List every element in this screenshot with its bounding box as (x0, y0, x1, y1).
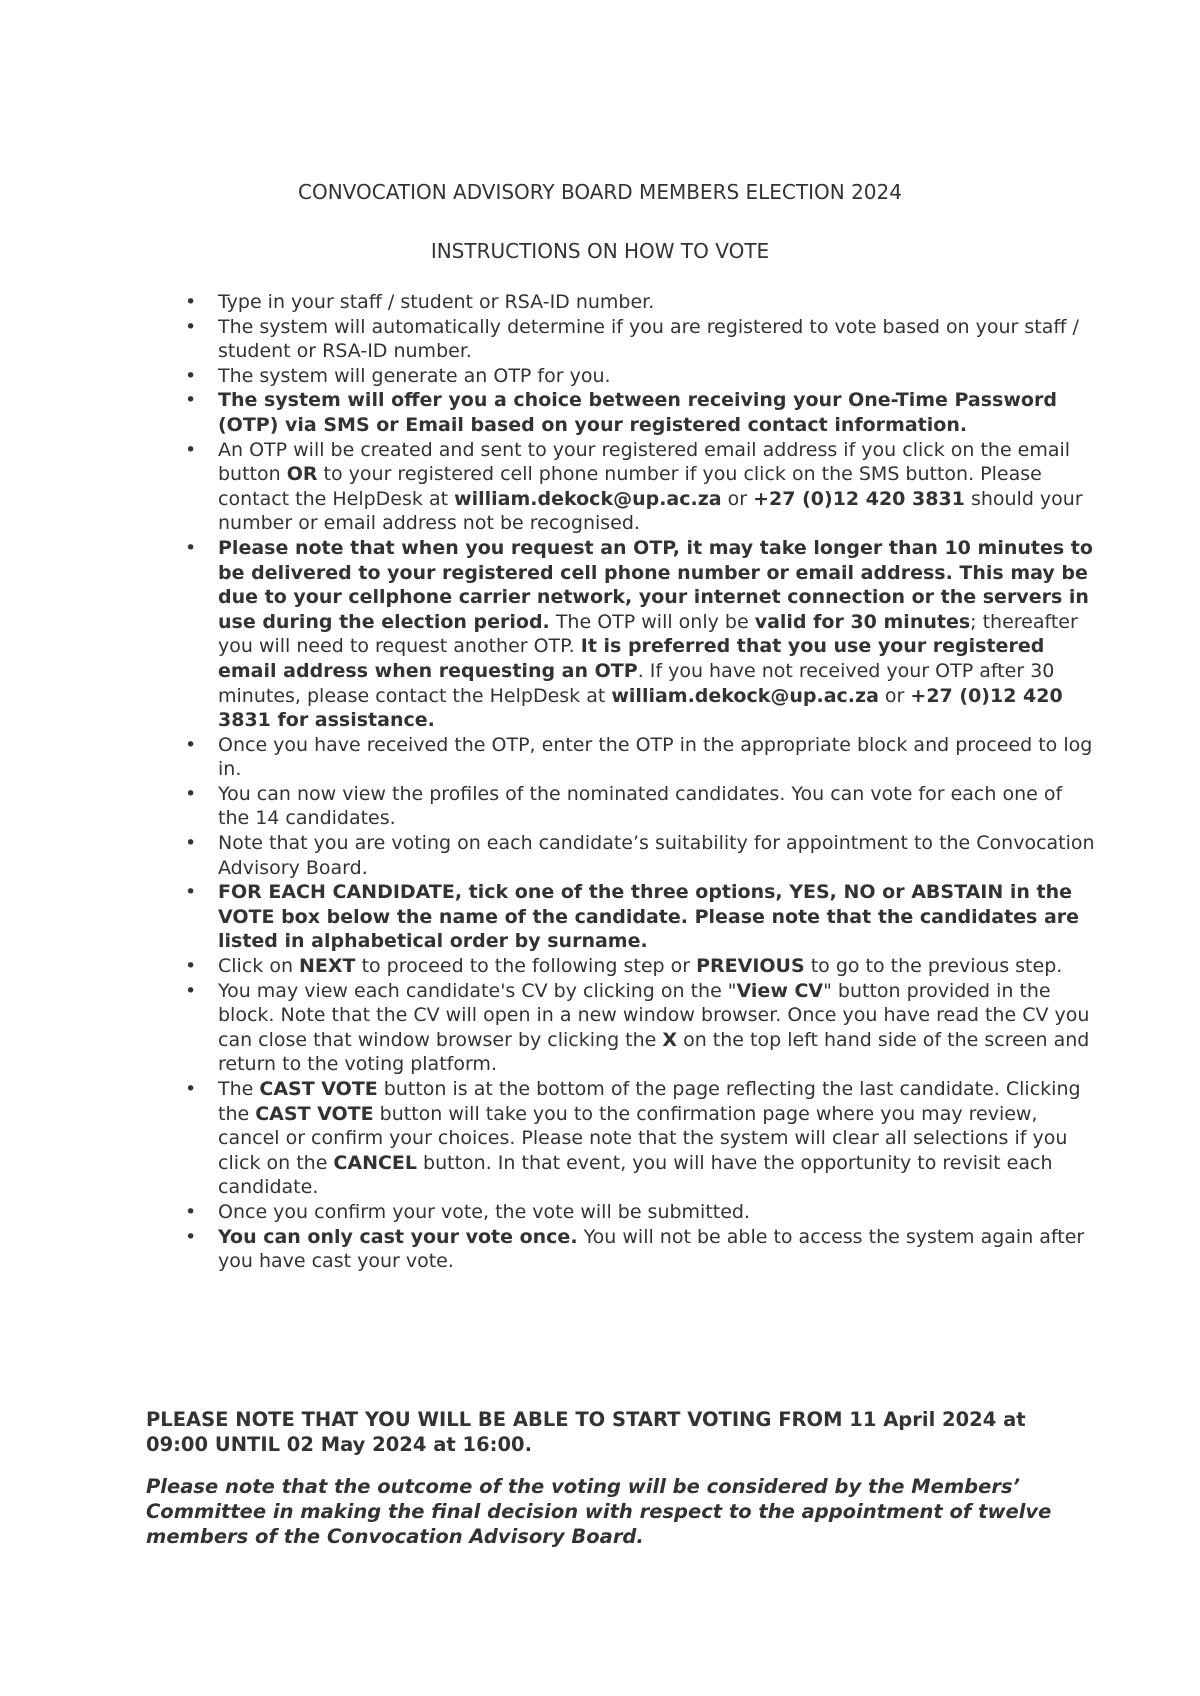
instruction-bold-text: CAST VOTE (255, 1102, 374, 1125)
instruction-text: The (218, 1078, 260, 1100)
instruction-bold-text: CAST VOTE (259, 1078, 378, 1100)
instruction-text: button will take you to the confirmation page where you may review, cancel or confirm your choices. Please note that the system will clear all selections if you click on the (218, 1102, 1068, 1174)
bullet-icon: • (185, 438, 197, 461)
instruction-item-12 (185, 979, 1098, 1077)
instruction-text: The system will generate an OTP for you. (218, 364, 611, 387)
instruction-item-10 (185, 880, 1098, 954)
bullet-icon: • (185, 955, 197, 978)
instruction-text: You will not be able to access the system again after you have cast your vote. (218, 1225, 1085, 1273)
instruction-item-3 (185, 364, 1098, 389)
instruction-text: Once you confirm your vote, the vote will be submitted. (218, 1200, 751, 1223)
outcome-note: Please note that the outcome of the voting will be considered by the Members’ Committee in making the final decision with respect to the appointment of twelve members of the Convocation Advisory Board. (146, 1475, 1052, 1548)
instruction-text: to proceed to the following step or (355, 955, 697, 978)
instruction-item-14 (185, 1200, 1098, 1225)
instruction-item-1 (185, 290, 1098, 315)
bullet-icon: • (185, 291, 197, 313)
instructions-list (185, 290, 1098, 1274)
instruction-item-4 (185, 388, 1098, 437)
bullet-icon: • (185, 315, 197, 338)
instruction-item-13 (185, 1077, 1098, 1200)
bullet-icon: • (185, 364, 197, 387)
instruction-item-9 (185, 831, 1098, 880)
helpdesk-email: william.dekock@up.ac.za (611, 684, 879, 707)
instruction-text: An OTP will be created and sent to your registered email address if you click on the email button (218, 438, 1071, 486)
instruction-bold-text: NEXT (299, 955, 356, 978)
document-subtitle: INSTRUCTIONS ON HOW TO VOTE (430, 239, 770, 263)
bullet-icon: • (185, 389, 197, 412)
instruction-text: You can now view the profiles of the nominated candidates. You can vote for each one of the 14 candidates. (218, 782, 1063, 830)
instruction-bold-text: It is preferred that you use your registered email address when requesting an OTP (218, 635, 1045, 682)
bullet-icon: • (185, 979, 197, 1002)
bullet-icon: • (185, 1078, 197, 1100)
helpdesk-phone: +27 (0)12 420 3831 (753, 487, 965, 510)
instruction-text: button. In that event, you will have the opportunity to revisit each candidate. (218, 1151, 1053, 1199)
voting-period-note: PLEASE NOTE THAT YOU WILL BE ABLE TO START VOTING FROM 11 April 2024 at 09:00 UNTIL 02 May 2024 at 16:00. (146, 1408, 1026, 1456)
instruction-item-11 (185, 954, 1098, 979)
instruction-item-5 (185, 438, 1098, 536)
instruction-text: You may view each candidate's CV by clicking on the " (218, 979, 737, 1002)
instruction-item-15 (185, 1225, 1098, 1274)
instruction-bold-text: You can only cast your vote once. (218, 1225, 578, 1248)
instruction-text: to your registered cell phone number if you click on the SMS button. Please contact the HelpDesk at (218, 463, 1042, 510)
bullet-icon: • (185, 1200, 197, 1223)
instruction-bold-text: OR (286, 463, 318, 486)
instruction-text: Once you have received the OTP, enter the OTP in the appropriate block and proceed to log in. (218, 733, 1093, 781)
instruction-item-6 (185, 536, 1098, 733)
instruction-text: Note that you are voting on each candidate’s suitability for appointment to the Convocation Advisory Board. (218, 832, 1095, 879)
instruction-text: . If you have not received your OTP after 30 minutes, please contact the HelpDesk at (218, 659, 1055, 707)
instruction-bold-text: PREVIOUS (696, 955, 805, 978)
instruction-bold-text: valid for 30 minutes (754, 610, 971, 633)
instruction-text: Click on (218, 955, 300, 978)
instruction-text: or (721, 487, 754, 510)
helpdesk-email: william.dekock@up.ac.za (454, 487, 722, 510)
instruction-item-2 (185, 315, 1098, 364)
instruction-text: " button provided in the block. Note that the CV will open in a new window browser. Once you have read the CV you can close that window browser by clicking the (218, 979, 1090, 1051)
instruction-item-8 (185, 782, 1098, 831)
bullet-icon: • (185, 733, 197, 756)
instruction-bold-text: Please note that when you request an OTP, it may take longer than 10 minutes to be delivered to your registered cell phone number or email address. This may be due to your cellphone carrier network, your internet connection or the servers in use during the election period. (218, 536, 1093, 633)
bullet-icon: • (185, 1225, 197, 1248)
instruction-text: The OTP will only be (549, 610, 755, 633)
instruction-text: to go to the previous step. (804, 955, 1063, 978)
bullet-icon: • (185, 881, 197, 904)
instruction-text: on the top left hand side of the screen and return to the voting platform. (218, 1028, 1090, 1076)
bullet-icon: • (185, 782, 197, 805)
instruction-text: The system will automatically determine if you are registered to vote based on your staff / student or RSA-ID number. (218, 315, 1079, 363)
instruction-text: or (878, 684, 911, 707)
instruction-bold-text: FOR EACH CANDIDATE, tick one of the three options, YES, NO or ABSTAIN in the VOTE box below the name of the candidate. Please note that the candidates are listed in alphabetical order by surname. (218, 881, 1080, 953)
instruction-text: Type in your staff / student or RSA-ID number. (218, 291, 655, 313)
instruction-bold-text: View CV (736, 979, 824, 1002)
instruction-text: button is at the bottom of the page reflecting the last candidate. Clicking the (218, 1078, 1081, 1125)
helpdesk-phone: +27 (0)12 420 3831 for assistance. (218, 684, 1063, 732)
instruction-bold-text: X (662, 1028, 678, 1051)
instruction-bold-text: CANCEL (333, 1151, 418, 1174)
instruction-bold-text: The system will offer you a choice between receiving your One-Time Password (OTP) via SMS or Email based on your registered contact information. (218, 389, 1057, 436)
document-title: CONVOCATION ADVISORY BOARD MEMBERS ELECTION 2024 (298, 180, 902, 204)
bullet-icon: • (185, 536, 197, 559)
instruction-text: ; thereafter you will need to request another OTP. (218, 610, 1078, 658)
instruction-text: should your number or email address not be recognised. (218, 487, 1083, 535)
instruction-item-7 (185, 733, 1098, 782)
bullet-icon: • (185, 832, 197, 855)
